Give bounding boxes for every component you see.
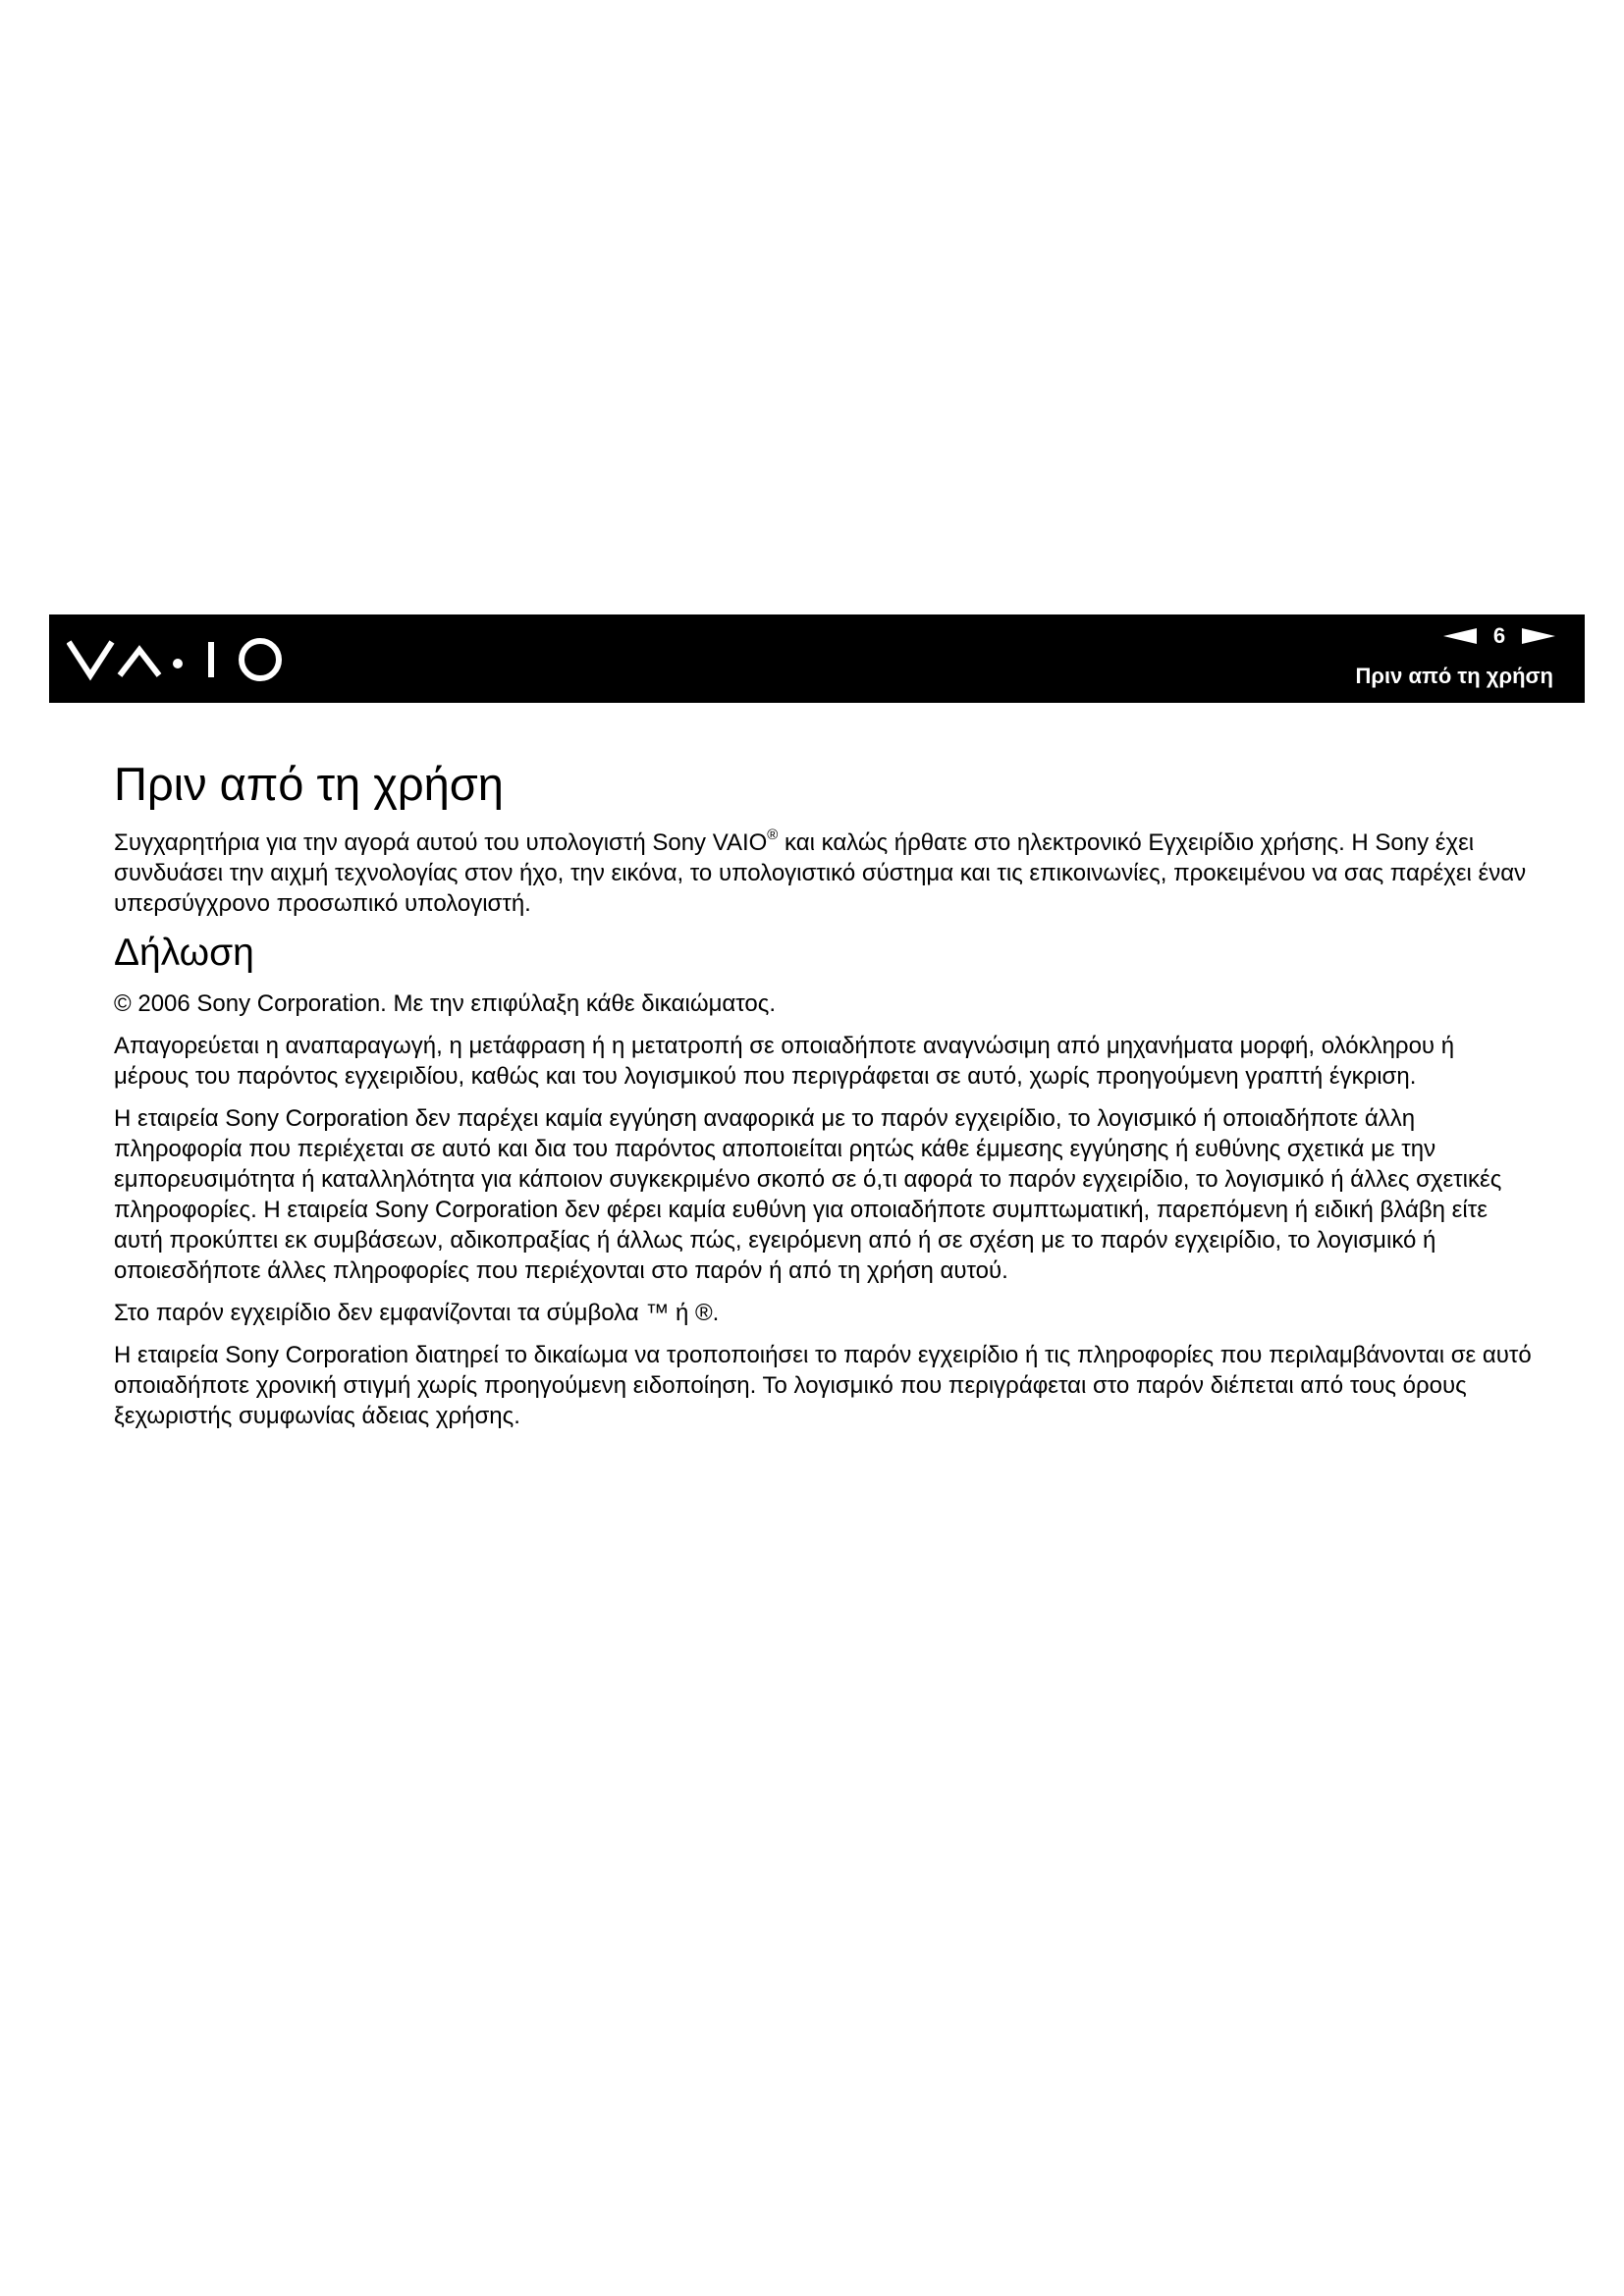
copyright-paragraph: © 2006 Sony Corporation. Με την επιφύλαξη κάθε δικαιώματος. bbox=[114, 990, 776, 1017]
intro-text-part1: Συγχαρητήρια για την αγορά αυτού του υπολογιστή Sony VAIO bbox=[114, 829, 768, 856]
arrow-right-icon[interactable] bbox=[1522, 628, 1555, 644]
reproduction-paragraph: Απαγορεύεται η αναπαραγωγή, η μετάφραση ή η μετατροπή σε οποιαδήποτε αναγνώσιμη από μηχανήματα μορφή, ολόκληρου ή μέρους του παρόντος εγχειριδίου, καθώς και του λογισμικού που περιγράφεται σε αυτό, χωρίς προηγούμενη γραπτή έγκριση. bbox=[114, 1033, 1455, 1090]
modification-paragraph: Η εταιρεία Sony Corporation διατηρεί το δικαίωμα να τροποποιήσει το παρόν εγχειρίδιο ή τις πληροφορίες που περιλαμβάνονται σε αυτό οποιαδήποτε χρονική στιγμή χωρίς προηγούμενη ειδοποίηση. Το λογισμικό που περιγράφεται στο παρόν διέπεται από τους όρους ξεχωριστής συμφωνίας άδειας χρήσης. bbox=[114, 1342, 1532, 1429]
document-body bbox=[114, 758, 1533, 1443]
arrow-left-icon[interactable] bbox=[1443, 628, 1477, 644]
page-title: Πριν από τη χρήση bbox=[114, 758, 504, 810]
intro-text-part2: και καλώς ήρθατε στο ηλεκτρονικό Εγχειρίδιο χρήσης. Η Sony έχει συνδυάσει την αιχμή τεχνολογίας στον ήχο, την εικόνα, το υπολογιστικό σύστημα και τις επικοινωνίες, προκειμένου να σας παρέχει έναν υπερσύγχρονο προσωπικό υπολογιστή. bbox=[114, 829, 1527, 917]
page-number: 6 bbox=[1492, 623, 1506, 648]
page-navigation bbox=[1443, 624, 1555, 648]
registered-mark: ® bbox=[767, 827, 779, 843]
vaio-logo bbox=[67, 636, 295, 683]
header-bar bbox=[49, 614, 1585, 703]
header-section-link[interactable]: Πριν από τη χρήση bbox=[1355, 664, 1553, 688]
notice-heading: Δήλωση bbox=[114, 932, 254, 974]
warranty-paragraph: Η εταιρεία Sony Corporation δεν παρέχει καμία εγγύηση αναφορικά με το παρόν εγχειρίδιο, το λογισμικό ή οποιαδήποτε άλλη πληροφορία που περιέχεται σε αυτό και δια του παρόντος αποποιείται ρητώς κάθε έμμεσης εγγύησης ή ευθύνης σχετικά με την εμπορευσιμότητα ή καταλληλότητα για κάποιον συγκεκριμένο σκοπό σε ό,τι αφορά το παρόν εγχειρίδιο, το λογισμικό ή άλλες σχετικές πληροφορίες. Η εταιρεία Sony Corporation δεν φέρει καμία ευθύνη για οποιαδήποτε συμπτωματική, παρεπόμενη ή ειδική βλάβη είτε αυτή προκύπτει εκ συμβάσεων, αδικοπραξίας ή άλλως πώς, εγειρόμενη από ή σε σχέση με το παρόν εγχειρίδιο, το λογισμικό ή οποιεσδήποτε άλλες πληροφορίες που περιέχονται στο παρόν ή από τη χρήση αυτού. bbox=[114, 1105, 1502, 1284]
intro-paragraph bbox=[114, 828, 1533, 919]
trademark-paragraph: Στο παρόν εγχειρίδιο δεν εμφανίζονται τα σύμβολα ™ ή ®. bbox=[114, 1300, 720, 1326]
